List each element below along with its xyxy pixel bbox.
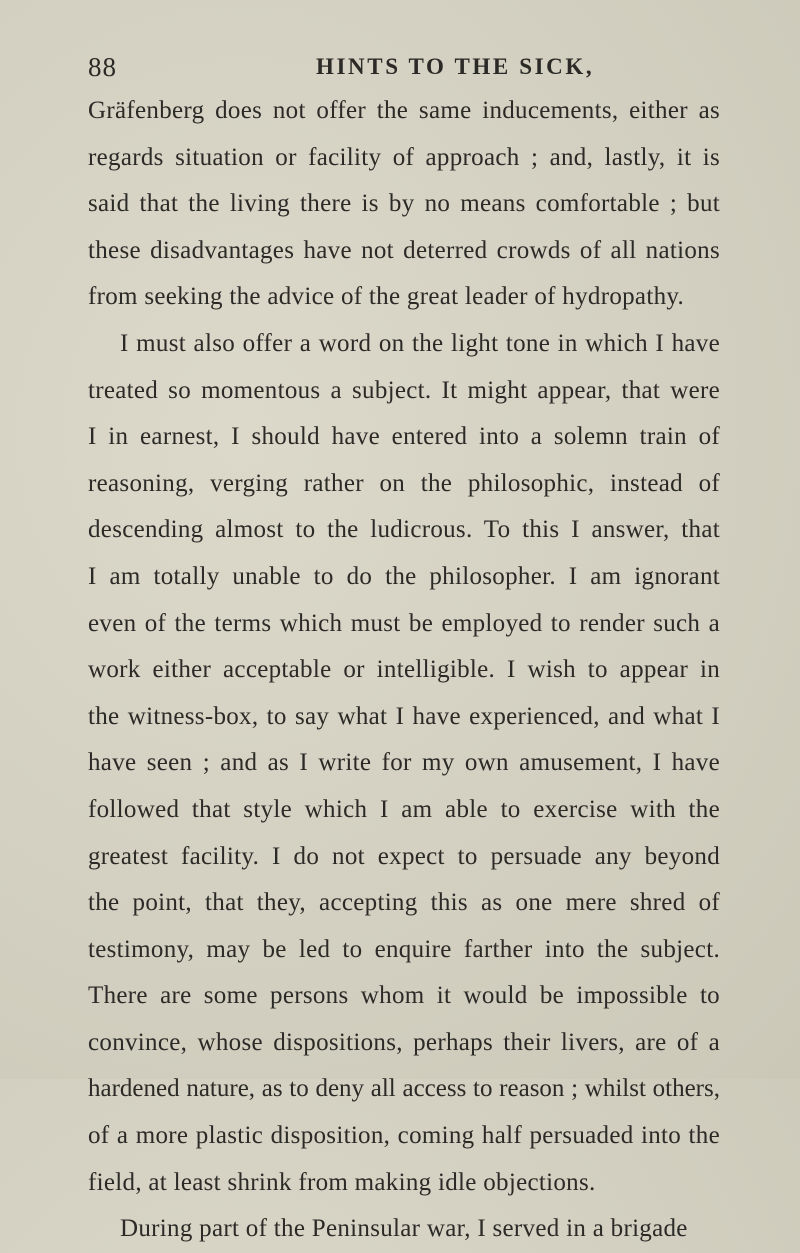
- text-line: field, at least shrink from making idle objections.: [88, 1168, 596, 1196]
- text-line: have seen ; and as I write for my own amusement, I have: [88, 749, 720, 777]
- text-line: descending almost to the ludicrous. To this I answer, that: [88, 516, 720, 544]
- text-line: I am totally unable to do the philosopher. I am ignorant: [88, 562, 720, 590]
- text-line: reasoning, verging rather on the philosophic, instead of: [88, 469, 720, 497]
- paragraph-1: [88, 88, 720, 321]
- text-line: I in earnest, I should have entered into a solemn train of: [88, 423, 720, 451]
- paragraph-3: [88, 1206, 720, 1253]
- text-line: convince, whose dispositions, perhaps their livers, are of a: [88, 1028, 720, 1056]
- text-line: Gräfenberg does not offer the same inducements, either as: [88, 97, 720, 124]
- text-line: even of the terms which must be employed to render such a: [88, 609, 720, 637]
- text-line: from seeking the advice of the great leader of hydropathy.: [88, 283, 685, 311]
- text-line: the witness-box, to say what I have experienced, and what I: [88, 702, 720, 730]
- text-line: said that the living there is by no means comfortable ; but: [88, 190, 720, 218]
- text-line: followed that style which I am able to exercise with the: [88, 795, 720, 823]
- running-head: [88, 52, 720, 88]
- text-line: work either acceptable or intelligible. I wish to appear in: [88, 656, 720, 684]
- page-number: 88: [88, 52, 117, 82]
- running-title: HINTS TO THE SICK,: [316, 54, 595, 79]
- text-line: During part of the Peninsular war, I served in a brigade: [120, 1215, 688, 1243]
- text-line: greatest facility. I do not expect to persuade any beyond: [88, 842, 720, 870]
- text-line: There are some persons whom it would be impossible to: [88, 982, 720, 1010]
- body-text: [88, 88, 720, 1253]
- text-line: testimony, may be led to enquire farther into the subject.: [88, 935, 720, 963]
- text-line: these disadvantages have not deterred crowds of all nations: [88, 236, 720, 264]
- text-line: treated so momentous a subject. It might appear, that were: [88, 376, 720, 404]
- text-line: regards situation or facility of approach ; and, lastly, it is: [88, 143, 720, 171]
- text-line: of a more plastic disposition, coming half persuaded into the: [88, 1122, 720, 1150]
- text-line: the point, that they, accepting this as one mere shred of: [88, 889, 720, 917]
- paragraph-2: [88, 321, 720, 1206]
- text-line: I must also offer a word on the light tone in which I have: [120, 329, 720, 357]
- text-line: hardened nature, as to deny all access to reason ; whilst others,: [88, 1075, 720, 1103]
